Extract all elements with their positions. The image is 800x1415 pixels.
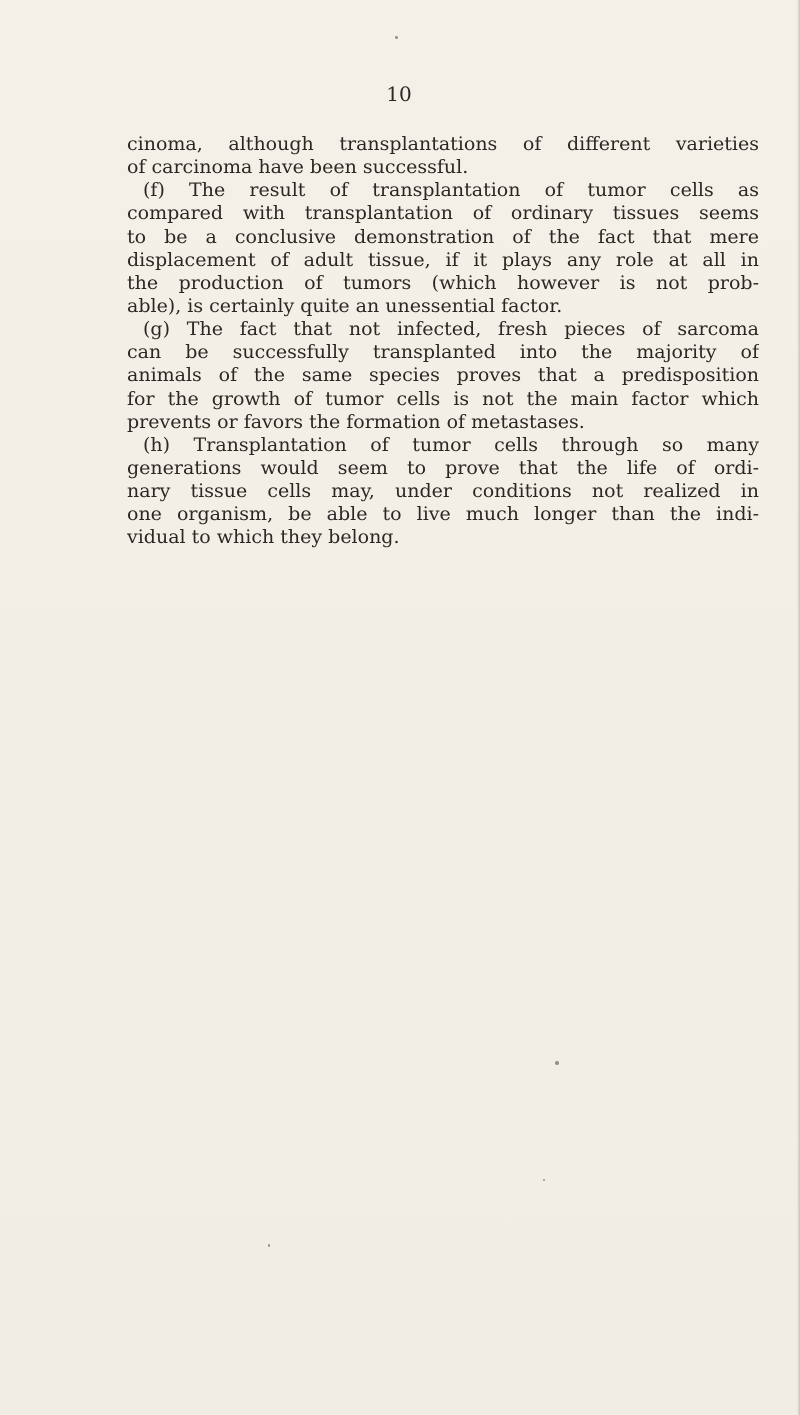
text-line: can be successfully transplanted into the majority of <box>127 341 759 364</box>
paper-speck <box>395 36 398 39</box>
text-line: for the growth of tumor cells is not the main factor which <box>127 387 759 410</box>
page-number: 10 <box>386 82 412 106</box>
text-line: of carcinoma have been successful. <box>127 156 469 179</box>
text-line: animals of the same species proves that a predisposition <box>127 364 759 387</box>
text-line: cinoma, although transplantations of different varieties <box>127 133 759 155</box>
text-line: displacement of adult tissue, if it plays any role at all in <box>127 248 759 271</box>
text-line: (h) Transplantation of tumor cells through so many <box>143 433 759 456</box>
text-line: compared with transplantation of ordinary tissues seems <box>127 202 759 225</box>
text-line: generations would seem to prove that the life of ordi- <box>127 456 759 479</box>
text-line: prevents or favors the formation of metastases. <box>127 410 585 433</box>
paper-speck <box>555 1061 559 1065</box>
body-text <box>127 133 759 550</box>
text-line: to be a conclusive demonstration of the fact that mere <box>127 225 759 248</box>
text-line: (g) The fact that not infected, fresh pieces of sarcoma <box>143 318 759 341</box>
text-line: one organism, be able to live much longer than the indi- <box>127 503 759 526</box>
text-line: (f) The result of transplantation of tumor cells as <box>143 179 759 202</box>
paper-speck <box>543 1179 545 1181</box>
text-line: vidual to which they belong. <box>127 526 400 549</box>
text-line: the production of tumors (which however is not prob- <box>127 271 759 294</box>
text-line: able), is certainly quite an unessential factor. <box>127 294 563 317</box>
text-line: nary tissue cells may, under conditions not realized in <box>127 480 759 503</box>
paper-speck <box>268 1244 270 1247</box>
